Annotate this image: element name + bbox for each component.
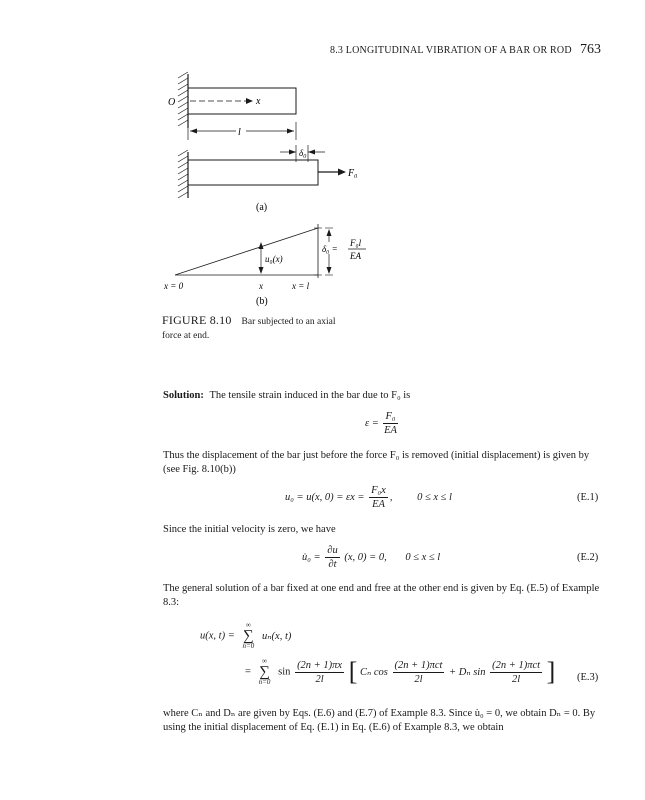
e3b-f3-num: (2n + 1)πct	[492, 659, 541, 671]
e3a-rhs: uₙ(x, t)	[262, 631, 292, 642]
caption-text-1: Bar subjected to an axial	[241, 317, 336, 327]
equation-e3-number: (E.3)	[577, 672, 599, 683]
equation-e1-number: (E.1)	[577, 492, 599, 503]
x-eq-0-label: x = 0	[164, 281, 184, 291]
solution-paragraph	[163, 389, 603, 403]
e3b-f3-den: 2l	[511, 673, 521, 685]
x-axis-label: x	[256, 96, 261, 107]
e3b-f1-den: 2l	[315, 673, 324, 685]
bar-stretched	[188, 160, 318, 185]
e2-num: ∂u	[327, 545, 338, 556]
figure-caption	[162, 314, 392, 342]
e3b-cn: Cₙ cos	[359, 667, 388, 678]
e2-condition: 0 ≤ x ≤ l	[405, 552, 441, 563]
delta-eq-lhs: δ₀ =	[322, 244, 338, 254]
e3b-f1-num: (2n + 1)πx	[297, 659, 343, 671]
e3b-f2-den: 2l	[414, 673, 423, 685]
e3b-dn: + Dₙ sin	[449, 667, 486, 678]
e3b-bracket-left: [	[348, 657, 358, 686]
x-axis-arrowhead	[246, 98, 253, 104]
equation-e2	[302, 544, 440, 571]
equation-e3b	[245, 658, 555, 686]
e3a-lhs: u(x, t) =	[200, 630, 235, 642]
e3b-sum-top: ∞	[262, 657, 268, 665]
fixed-wall-top	[178, 72, 188, 128]
force-label: $F_0$	[348, 168, 358, 180]
x-eq-l-label: x = l	[292, 281, 310, 291]
e3a-sum-top: ∞	[245, 621, 251, 629]
page-number: 763	[580, 42, 601, 57]
origin-label: O	[168, 97, 176, 108]
length-label: l	[238, 127, 241, 138]
e3b-f2-num: (2n + 1)πct	[394, 659, 443, 671]
equation-e3a	[200, 622, 291, 652]
part-b-label: (b)	[256, 296, 268, 307]
e1-num: F₀x	[371, 485, 386, 496]
strain-equation	[365, 410, 400, 437]
fixed-wall-bottom	[178, 150, 188, 198]
delta-label: $\delta_0$	[299, 148, 307, 160]
displacement-line	[175, 228, 318, 275]
strain-den: EA	[384, 425, 397, 436]
paragraph-4: where Cₙ and Dₙ are given by Eqs. (E.6) and (E.7) of Example 8.3. Since u̇₀ = 0, we obtain Dₙ = 0. By using the initial displacement of Eq. (E.1) in Eq. (E.6) of Example 8.3, we obtain	[163, 708, 596, 733]
delta-eq-den: EA	[350, 251, 361, 261]
e3b-sin: sin	[278, 666, 291, 678]
e3b-equals: =	[245, 666, 251, 678]
strain-lhs: ε =	[365, 418, 379, 429]
e1-condition: 0 ≤ x ≤ l	[417, 492, 452, 503]
caption-number: FIGURE 8.10	[162, 313, 232, 327]
strain-num: F₀	[385, 411, 396, 422]
paragraph-1: Thus the displacement of the bar just before the force F₀ is removed (initial displacement) is given by (see Fig. 8.10(b))	[163, 450, 590, 475]
solution-text: The tensile strain induced in the bar due to F₀ is	[209, 390, 411, 401]
part-a-label: (a)	[256, 202, 268, 213]
solution-label: Solution:	[163, 390, 204, 401]
delta-eq-num: F₀l	[350, 238, 362, 248]
x-mid-label: x	[259, 281, 263, 291]
paragraph-2: Since the initial velocity is zero, we have	[163, 524, 336, 535]
e1-den: EA	[372, 499, 385, 510]
equation-e2-number: (E.2)	[577, 552, 599, 563]
e3a-sum-bottom: n=0	[242, 642, 255, 650]
e3b-sum-sign: ∑	[259, 664, 270, 680]
caption-text-2: force at end.	[162, 331, 210, 341]
paragraph-3: The general solution of a bar fixed at one end and free at the other end is given by Eq. (E.5) of Example 8.3:	[163, 583, 600, 608]
e2-rhs: (x, 0) = 0,	[344, 552, 387, 563]
e3b-bracket-right: ]	[546, 657, 556, 686]
e2-den: ∂t	[328, 559, 337, 570]
figure-8-10	[160, 70, 380, 310]
running-header: 8.3 LONGITUDINAL VIBRATION OF A BAR OR ROD	[330, 45, 572, 56]
e3a-sum-sign: ∑	[243, 628, 254, 644]
e2-lhs: u̇₀ =	[302, 552, 321, 563]
u0x-label: u₀(x)	[265, 254, 283, 264]
e3b-sum-bottom: n=0	[258, 678, 271, 686]
e1-lhs: u₀ = u(x, 0) = εx =	[285, 492, 365, 503]
equation-e1: u₀ = u(x, 0) = εx = $\frac{\text{F₀x}}{EA}$ , 0 ≤ x ≤ l	[285, 485, 452, 510]
